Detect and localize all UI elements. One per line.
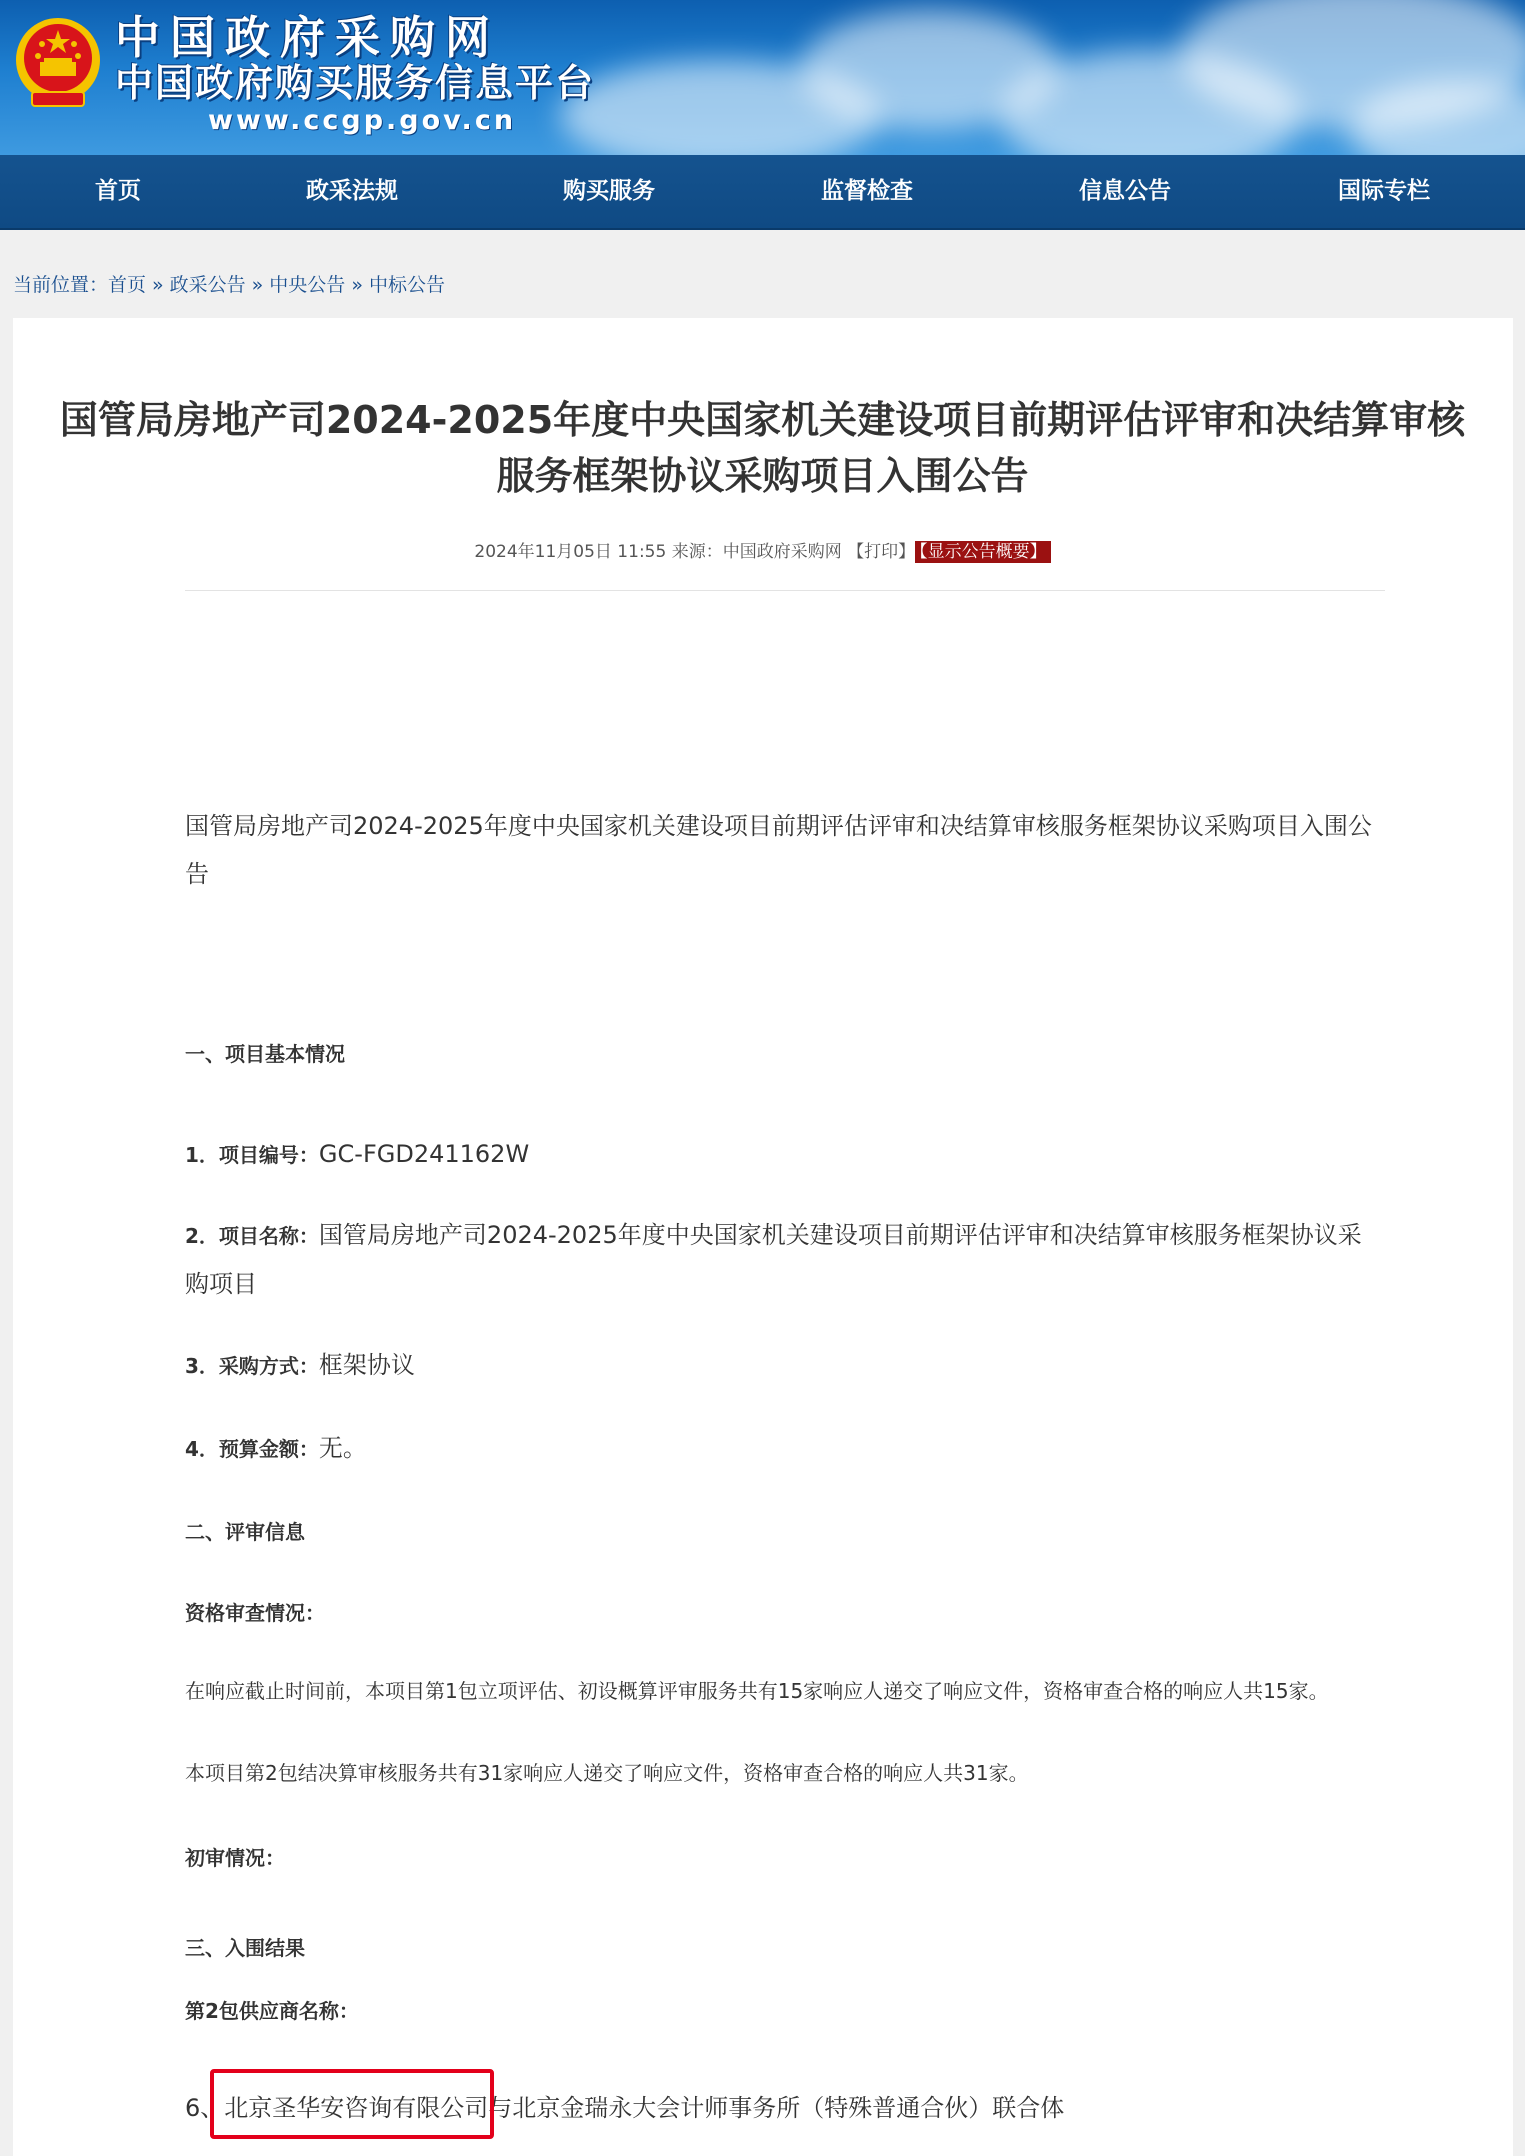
package-2-heading: 第2包供应商名称： [185,1999,359,2023]
item-2-value: 国管局房地产司2024-2025年度中央国家机关建设项目前期评估评审和决结算审核服务框架协议采购项目 [185,1221,1362,1298]
nav-item-international[interactable]: 国际专栏 [1338,178,1430,204]
item-procurement-method [185,1341,1385,1390]
publish-date: 2024年11月05日 11:55 [474,542,667,562]
section-3-heading: 三、入围结果 [185,1936,305,1960]
title-line-2: 服务框架协议采购项目入围公告 [496,454,1029,498]
source-name: 中国政府采购网 [722,542,842,562]
nav-item-supervision[interactable]: 监督检查 [821,178,913,204]
article-meta [0,540,1525,564]
nav-item-regulations[interactable]: 政采法规 [306,178,398,204]
item-budget [185,1424,1385,1473]
breadcrumb-central[interactable]: 中央公告 [269,274,346,296]
item-1-label: 1．项目编号： [185,1143,319,1167]
qualification-heading: 资格审查情况： [185,1601,325,1625]
breadcrumb-separator: » [152,274,164,296]
item-4-label: 4．预算金额： [185,1437,319,1461]
item-1-value: GC-FGD241162W [318,1140,530,1168]
site-subtitle: 中国政府购买服务信息平台 [115,61,596,105]
page-title [0,392,1525,504]
breadcrumb-home[interactable]: 首页 [108,274,147,296]
preliminary-heading: 初审情况： [185,1846,285,1870]
section-2-heading: 二、评审信息 [185,1520,305,1544]
site-name: 中国政府采购网 [115,11,501,64]
item-project-number [185,1130,1385,1179]
title-divider [185,590,1385,591]
site-banner [0,0,1525,155]
source-label: 来源： [671,542,723,562]
section-1-heading: 一、项目基本情况 [185,1042,345,1066]
breadcrumb-prefix: 当前位置： [13,274,109,296]
item-3-label: 3．采购方式： [185,1354,319,1378]
breadcrumb-separator: » [251,274,264,296]
breadcrumb-award[interactable]: 中标公告 [368,274,445,296]
nav-item-home[interactable]: 首页 [95,178,141,204]
main-nav [0,155,1525,230]
item-2-label: 2．项目名称： [185,1224,319,1248]
qualification-paragraph-1: 在响应截止时间前，本项目第1包立项评估、初设概算评审服务共有15家响应人递交了响应文件，资格审查合格的响应人共15家。 [185,1679,1329,1703]
site-url: www.ccgp.gov.cn [208,105,517,136]
nav-item-announcements[interactable]: 信息公告 [1079,178,1171,204]
breadcrumb-procurement[interactable]: 政采公告 [169,274,246,296]
breadcrumb-separator: » [351,274,363,296]
breadcrumb [13,270,445,297]
intro-paragraph: 国管局房地产司2024-2025年度中央国家机关建设项目前期评估评审和决结算审核服务框架协议采购项目入围公告 [185,812,1372,888]
print-link[interactable]: 【打印】 [847,542,916,562]
title-line-1: 国管局房地产司2024-2025年度中央国家机关建设项目前期评估评审和决结算审核 [59,398,1466,442]
item-3-value: 框架协议 [318,1351,415,1379]
national-emblem-icon [12,12,104,114]
supplier-6-line: 6、北京圣华安咨询有限公司与北京金瑞永大会计师事务所（特殊普通合伙）联合体 [185,2094,1065,2122]
highlight-box [210,2069,494,2139]
qualification-paragraph-2: 本项目第2包结决算审核服务共有31家响应人递交了响应文件，资格审查合格的响应人共31家。 [185,1761,1029,1785]
nav-item-services[interactable]: 购买服务 [563,178,655,204]
item-project-name [185,1211,1385,1308]
item-4-value: 无。 [318,1434,367,1462]
show-summary-button[interactable]: 【显示公告概要】 [915,541,1051,563]
